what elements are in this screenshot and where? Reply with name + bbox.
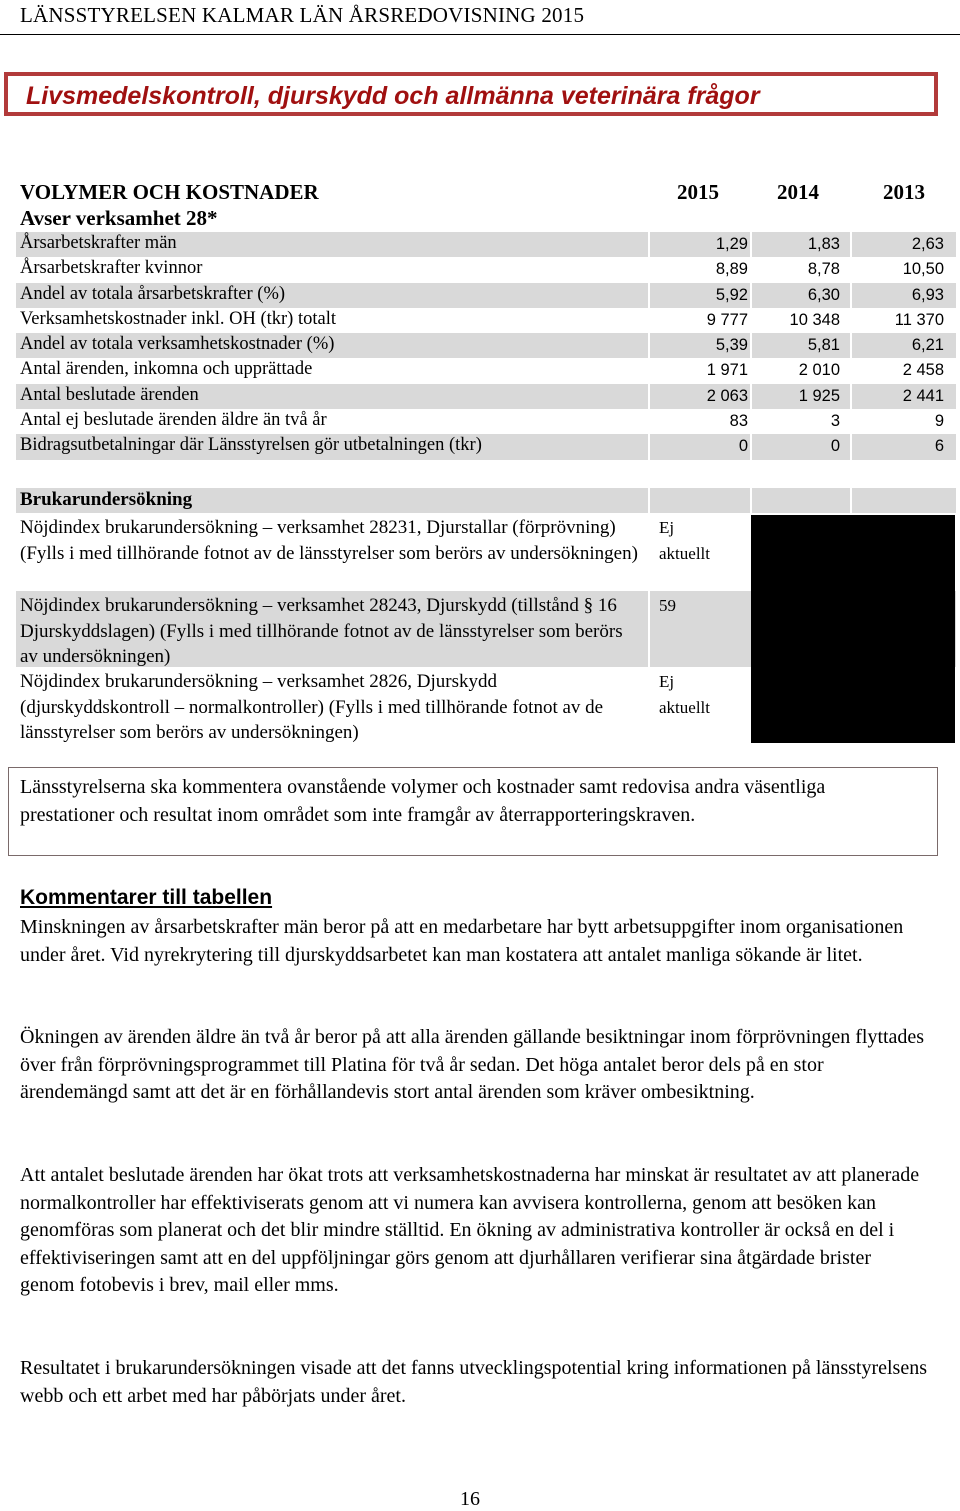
row-label: Antal ej beslutade ärenden äldre än två år xyxy=(20,410,327,431)
cell-2014: 3 xyxy=(830,412,840,431)
survey-row-value-line1: 59 xyxy=(659,596,676,615)
instruction-box xyxy=(8,767,938,856)
survey-row-label: Nöjdindex brukarundersökning – verksamhet 2826, Djurskydd (djurskyddskontroll – normalkontroller) (Fylls i med tillhörande fotnot av de länsstyrelser som berörs av undersökningen) xyxy=(20,671,604,743)
table-row xyxy=(16,257,956,282)
table-row xyxy=(16,232,956,257)
cell-2013: 10,50 xyxy=(902,260,944,279)
cell-2015: 2 063 xyxy=(706,386,748,405)
instruction-text: Länsstyrelserna ska kommentera ovanstående volymer och kostnader samt redovisa andra väsentliga prestationer och resultat inom området som inte framgår av återrapporteringskraven. xyxy=(20,776,826,826)
table-row xyxy=(16,358,956,383)
survey-row-value-line2: aktuellt xyxy=(659,543,710,563)
cell-2015: 9 777 xyxy=(706,310,748,329)
section-title-box xyxy=(4,72,938,116)
cell-2014: 0 xyxy=(830,437,840,456)
volume-table-header xyxy=(16,176,956,232)
survey-row-label: Nöjdindex brukarundersökning – verksamhet 28231, Djurstallar (förprövning) (Fylls i med tillhörande fotnot av de länsstyrelser som berörs av undersökningen) xyxy=(20,517,638,564)
table-row xyxy=(16,308,956,333)
cell-2015: 0 xyxy=(738,437,748,456)
row-label: Årsarbetskrafter män xyxy=(20,233,177,253)
column-divider xyxy=(850,176,852,460)
cell-2013: 6 xyxy=(934,437,944,456)
survey-row-label: Nöjdindex brukarundersökning – verksamhet 28243, Djurskydd (tillstånd § 16 Djurskyddslagen) (Fylls i med tillhörande fotnot av de länsstyrelser som berörs av undersökningen) xyxy=(20,595,623,667)
row-label: Bidragsutbetalningar där Länsstyrelsen gör utbetalningen (tkr) xyxy=(20,435,482,456)
row-label: Antal ärenden, inkomna och upprättade xyxy=(20,359,313,380)
cell-2013: 2 458 xyxy=(902,361,944,380)
cell-2013: 11 370 xyxy=(894,310,944,329)
survey-row-value-line2: aktuellt xyxy=(659,697,710,717)
cell-2013: 2 441 xyxy=(902,386,944,405)
column-divider xyxy=(850,488,852,515)
cell-2015: 1 971 xyxy=(706,361,748,380)
row-label: Andel av totala verksamhetskostnader (%) xyxy=(20,334,335,355)
section-title: Livsmedelskontroll, djurskydd och allmänna veterinära frågor xyxy=(26,82,760,110)
volume-table-title: VOLYMER OCH KOSTNADER xyxy=(20,180,319,204)
table-row xyxy=(16,434,956,459)
volume-table xyxy=(16,176,956,460)
column-divider xyxy=(750,488,752,515)
row-label: Årsarbetskrafter kvinnor xyxy=(20,258,203,279)
column-divider xyxy=(648,176,650,460)
cell-2015: 8,89 xyxy=(715,260,748,279)
cell-2014: 2 010 xyxy=(798,361,840,380)
cell-2015: 1,29 xyxy=(715,235,748,253)
cell-2014: 10 348 xyxy=(789,310,840,329)
year-header-2015: 2015 xyxy=(677,180,719,204)
comment-paragraph: Minskningen av årsarbetskrafter män beror på att en medarbetare har bytt arbetsuppgifter inom organisationen under året. Vid nyrekrytering till djurskyddsarbetet kan man kostatera att antalet manliga sökande är litet. xyxy=(20,916,904,966)
cell-2014: 8,78 xyxy=(807,260,840,279)
table-row xyxy=(16,409,956,434)
row-label: Verksamhetskostnader inkl. OH (tkr) totalt xyxy=(20,308,336,329)
comment-paragraph: Att antalet beslutade ärenden har ökat trots att verksamhetskostnaderna har minskat är resultatet av att planerade normalkontroller har effektiviserats genom att vi numera kan avvisera kontrollerna, genom att besöken kan genomföras som planerat och det blir mindre ställtid. En ökning av administrativa kontroller är också en del i effektiviseringen samt att en del uppföljningar görs genom att djurhållaren verifierar sina åtgärdade brister genom fotobevis i brev, mail eller mms. xyxy=(20,1164,920,1297)
cell-2014: 1 925 xyxy=(798,386,840,405)
year-header-2014: 2014 xyxy=(777,180,819,204)
row-label: Andel av totala årsarbetskrafter (%) xyxy=(20,283,286,304)
comment-paragraph: Ökningen av ärenden äldre än två år beror på att alla ärenden gällande besiktningar inom förprövningen flyttades över från förprövningsprogrammet till Platina för två år sedan. Det höga antalet beror dels på en stor ärendemängd samt att det är en förhållandevis stort antal ärenden som kräver ombesiktning. xyxy=(20,1026,925,1104)
page-number: 16 xyxy=(460,1488,480,1510)
cell-2015: 5,92 xyxy=(715,285,748,304)
survey-table-header xyxy=(16,488,956,513)
comment-paragraph: Resultatet i brukarundersökningen visade att det fanns utvecklingspotential kring informationen på länsstyrelsens webb och ett arbet med har påbörjats under året. xyxy=(20,1357,928,1407)
table-row xyxy=(16,283,956,308)
comments-title: Kommentarer till tabellen xyxy=(20,886,273,909)
cell-2013: 9 xyxy=(934,412,944,431)
redacted-cell xyxy=(751,515,955,743)
survey-row-value-line1: Ej xyxy=(659,518,675,537)
survey-row-value-line1: Ej xyxy=(659,672,675,691)
table-row xyxy=(16,333,956,358)
cell-2014: 5,81 xyxy=(807,336,840,355)
survey-row-value xyxy=(659,669,710,720)
cell-2015: 83 xyxy=(729,412,748,431)
cell-2013: 6,93 xyxy=(911,285,944,304)
table-row xyxy=(16,384,956,409)
survey-table-title: Brukarundersökning xyxy=(20,489,193,510)
cell-2013: 2,63 xyxy=(911,235,944,253)
column-divider xyxy=(648,488,650,743)
cell-2014: 1,83 xyxy=(807,235,840,253)
row-label: Antal beslutade ärenden xyxy=(20,384,199,405)
column-divider xyxy=(750,176,752,460)
cell-2015: 5,39 xyxy=(715,336,748,355)
survey-table xyxy=(16,488,956,743)
survey-row-value xyxy=(659,515,710,566)
volume-table-subtitle: Avser verksamhet 28* xyxy=(20,206,218,230)
cell-2013: 6,21 xyxy=(911,336,944,355)
cell-2014: 6,30 xyxy=(807,285,840,304)
year-header-2013: 2013 xyxy=(883,180,925,204)
survey-row-value xyxy=(659,593,676,619)
header-rule xyxy=(0,34,960,35)
page-header: LÄNSSTYRELSEN KALMAR LÄN ÅRSREDOVISNING 2015 xyxy=(20,3,585,27)
